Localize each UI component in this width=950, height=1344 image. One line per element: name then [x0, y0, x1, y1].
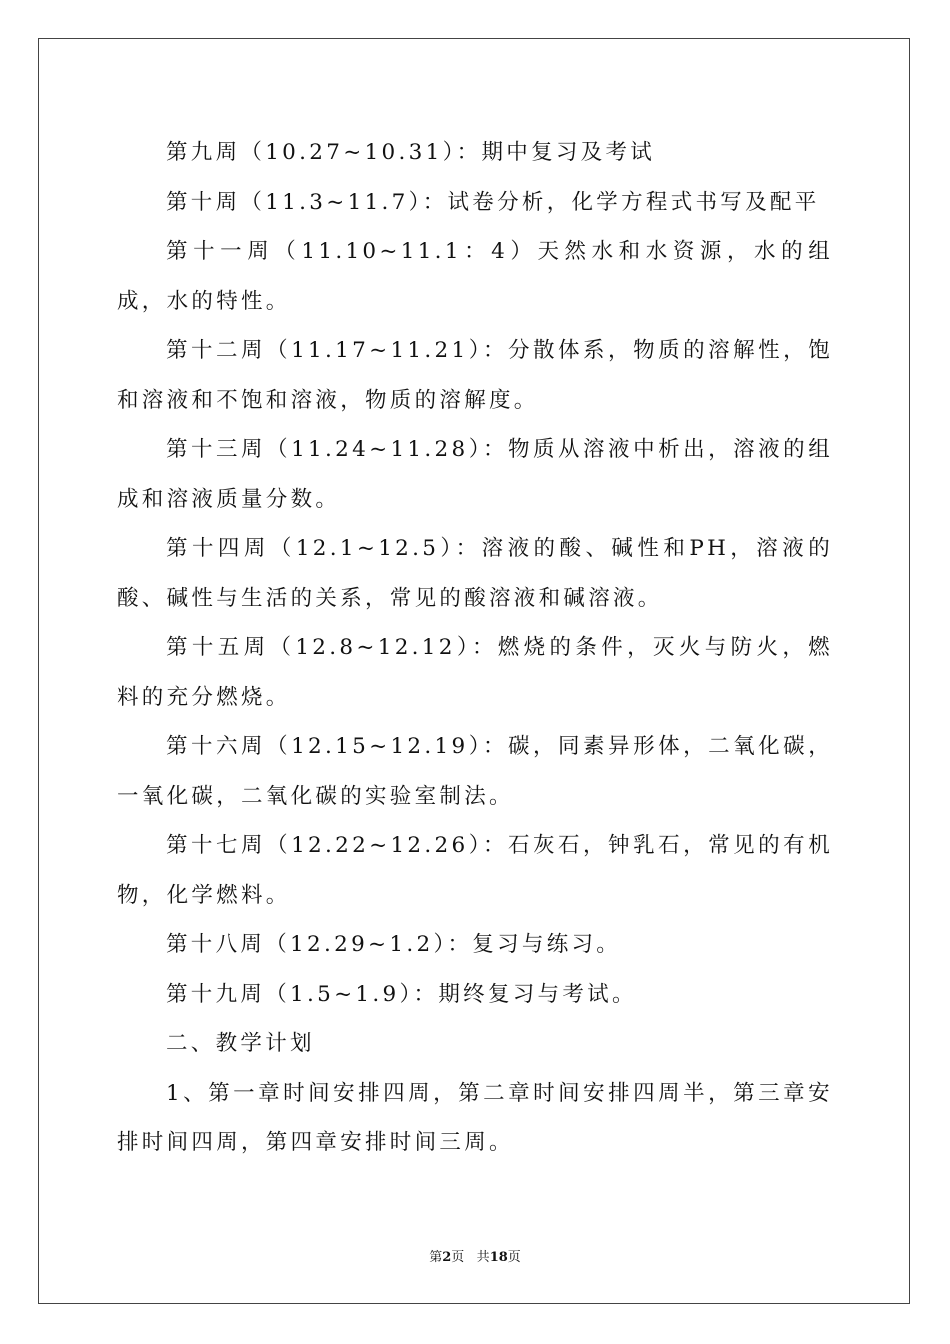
- document-body: [117, 128, 833, 1168]
- paragraph-week-11: 第十一周（11.10~11.1：4）天然水和水资源，水的组成，水的特性。: [117, 239, 833, 314]
- footer-total-suffix: 页: [507, 1250, 521, 1265]
- paragraph-week-15: 第十五周（12.8~12.12）：燃烧的条件，灭火与防火，燃料的充分燃烧。: [117, 635, 833, 710]
- footer-total-prefix: 共: [476, 1250, 490, 1265]
- footer-page-number: 2: [442, 1250, 452, 1265]
- footer-total-pages: 18: [489, 1250, 508, 1265]
- paragraph-week-16: 第十六周（12.15~12.19）：碳，同素异形体，二氧化碳，一氧化碳，二氧化碳的实验室制法。: [117, 734, 833, 809]
- paragraph-week-18: 第十八周（12.29~1.2）：复习与练习。: [166, 932, 622, 957]
- footer-page-prefix: 第: [429, 1250, 443, 1265]
- paragraph-week-17: 第十七周（12.22~12.26）：石灰石，钟乳石，常见的有机物，化学燃料。: [117, 833, 833, 908]
- footer-page-suffix: 页: [451, 1250, 465, 1265]
- section-heading-teaching-plan: 二、教学计划: [166, 1031, 315, 1056]
- paragraph-week-14: 第十四周（12.1~12.5）：溶液的酸、碱性和PH，溶液的酸、碱性与生活的关系，常见的酸溶液和碱溶液。: [117, 536, 833, 611]
- paragraph-week-12: 第十二周（11.17~11.21）：分散体系，物质的溶解性，饱和溶液和不饱和溶液，物质的溶解度。: [117, 338, 833, 413]
- paragraph-week-10: 第十周（11.3~11.7）：试卷分析，化学方程式书写及配平: [166, 189, 820, 215]
- paragraph-week-19: 第十九周（1.5~1.9）：期终复习与考试。: [166, 981, 637, 1007]
- paragraph-week-13: 第十三周（11.24~11.28）：物质从溶液中析出，溶液的组成和溶液质量分数。: [117, 437, 833, 512]
- page-footer: [0, 1246, 950, 1265]
- paragraph-week-9: 第九周（10.27~10.31）：期中复习及考试: [166, 140, 656, 165]
- paragraph-plan-item-1: 1、第一章时间安排四周，第二章时间安排四周半，第三章安排时间四周，第四章安排时间三周。: [117, 1080, 833, 1155]
